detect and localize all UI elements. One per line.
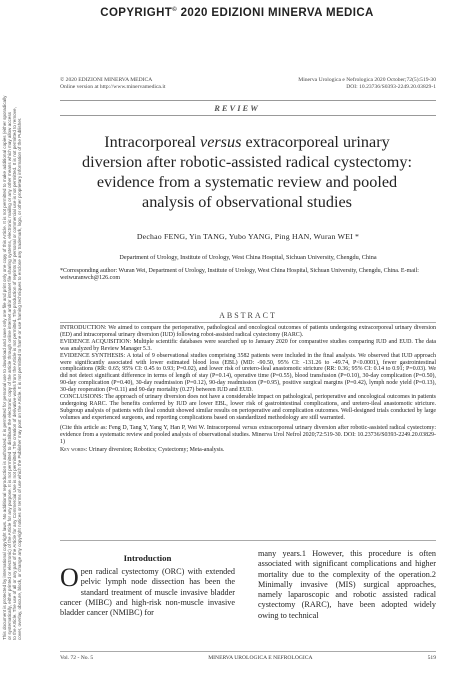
journal-meta-right — [262, 77, 436, 91]
copyright-label: COPYRIGHT — [100, 7, 173, 19]
drop-cap: O — [60, 563, 79, 592]
citation-line: Minerva Urologica e Nefrologica 2020 October;72(5):519-30 — [298, 77, 436, 83]
article-title — [80, 132, 414, 212]
footer-journal: MINERVA UROLOGICA E NEFROLOGICA — [208, 655, 313, 661]
page-footer — [60, 655, 436, 661]
keywords — [60, 447, 436, 454]
side-notice-line: cover, overlay, obscure, block, or change any copyright notices or terms of use which the Publisher may post on the Article. It is not permitted to frame or use framing techniques to enclose any trademark, logo, or other proprietary information of the Publisher. — [17, 117, 22, 640]
abstract-body — [60, 325, 436, 454]
intro-column-left — [60, 563, 235, 618]
abstract-rule — [60, 540, 436, 541]
side-notice-line: This document is protected by international copyright laws. No additional reproduction is authorized. It is permitted for personal use to download and save only one file and print only one copy of this Article. It is not permitted to make additional copies (either sporadically — [2, 95, 7, 640]
affiliation: Department of Urology, Institute of Urology, West China Hospital, Sichuan University, Chengdu, China — [119, 254, 377, 261]
abstract-conclusions: CONCLUSIONS: The approach of urinary diversion does not have a considerable impact on pathological, perioperative and oncological outcomes in patients undergoing RARC. The benefits conferred by IUD are lower EBL, lower risk of gastrointestinal complications, and uretero-ileal anastomotic stricture. Subgroup analysis of patients with ileal conduit showed similar results on perioperative and complication outcomes. Well-designed trials conducted by large volumes and experienced surgeons, and reporting complications based on standardized methodology are still warranted. — [60, 394, 436, 421]
copyright-tail: 2020 EDIZIONI MINERVA MEDICA — [180, 7, 374, 19]
header-rule — [60, 115, 436, 116]
abstract-heading: ABSTRACT — [219, 311, 277, 320]
cite-text: (Cite this article as: Feng D, Tang Y, Yang Y, Han P, Wei W. Intracorporeal — [60, 424, 243, 431]
copyright-banner — [0, 7, 474, 19]
abstract-rule — [60, 322, 436, 323]
section-label: REVIEW — [214, 103, 260, 113]
cite-italic: versus — [242, 424, 258, 431]
cite-text: extracorporeal urinary diversion after robotic-assisted radical cystectomy: evidence from a systematic review and pooled analysis of observational studies. Minerva Urol Nefrol 2020;72:519-30. DOI: 10.23736/S0393-2249.20.03829-1) — [60, 424, 436, 445]
intro-column-right: many years.1 However, this procedure is often associated with significant complications and higher mortality due to the complexity of the operation.2 Minimally invasive (MIS) surgical approaches, namely laparoscopic and robotic assisted radical cystectomy (RARC), have been adopted widely owing to technical — [258, 549, 436, 620]
footer-rule — [60, 651, 436, 652]
cite-as — [60, 425, 436, 446]
footer-volume: Vol. 72 - No. 5 — [60, 655, 94, 661]
header-rule — [60, 100, 436, 101]
page-number: 519 — [427, 655, 436, 661]
keywords-text: Urinary diversion; Robotics; Cystectomy; Meta-analysis. — [87, 447, 225, 454]
journal-meta-left — [60, 77, 230, 91]
side-notice-line: or systematically, either printed or electronic) of the Article for any purpose. It is not permitted to distribute the electronic copy of the article through online internet and/or intranet file sharing systems, electronic mailing or any other means which may allow access — [7, 112, 12, 640]
author-list: Dechao FENG, Yin TANG, Yubo YANG, Ping HAN, Wuran WEI * — [136, 232, 360, 241]
abstract-evidence-acquisition: EVIDENCE ACQUISITION: Multiple scientific databases were searched up to January 2020 for comparative studies comparing IUD and EUD. The data was analyzed by Review Manager 5.3. — [60, 338, 436, 352]
abstract-introduction: INTRODUCTION: We aimed to compare the perioperative, pathological and oncological outcomes of patients undergoing extracorporeal urinary diversion (ED) and intracorporeal urinary diversion (IUD) following robot-assisted radical cystectomy (RARC). — [60, 325, 436, 338]
copyright-symbol: © — [172, 7, 178, 14]
online-version-line: Online version at http://www.minervamedica.it — [60, 84, 166, 90]
abstract-evidence-synthesis: EVIDENCE SYNTHESIS: A total of 9 observational studies comprising 3582 patients were included in the final analysis. We observed that IUD approach were significantly associated with lower estimated blood loss (EBL) (MD: -90.50, 95% CI: -131.26 to -49.74, P<0.0001), fewer gastrointestinal complications (RR: 0.65; 95% CI: 0.45 to 0.93; P=0.02), and lower risk of uretero-ileal anastomotic stricture (RR: 0.36; 95% CI: 0.14 to 0.91; P=0.03). We did not detect significant difference in terms of length of stay (P=0.14), operative time (P=0.55), blood transfusion (P=0.10), 30-day complication (P=0.50), 90-day complication (P=0.40), 30-day readmission (P=0.12), 90-day readmission (P=0.95), positive surgical margins (P=0.42), lymph node yield (P=0.13), 30-day reoperation (P=0.11) and 90-day mortality (0.27) between IUD and EUD. — [60, 352, 436, 394]
intro-heading: Introduction — [123, 553, 172, 563]
intro-text: pen radical cystectomy (ORC) with extended pelvic lymph node dissection has been the standard treatment of muscle invasive bladder cancer (MIBC) and high-risk non-muscle invasive bladder cancer (NMIBC) for — [60, 567, 235, 618]
side-copyright-notice — [2, 40, 22, 640]
publisher-line: © 2020 EDIZIONI MINERVA MEDICA — [60, 77, 153, 83]
side-notice-line: to the Article. The use of all or any part of the Article for any Commercial Use is not permitted. The creation of derivative works from the Article is not permitted. The production of reprints for personal or commercial use is not permitted. It is not permitted to remove, — [12, 107, 17, 640]
keywords-label: Key words: — [60, 447, 88, 454]
corresponding-author: *Corresponding author: Wuran Wei, Department of Urology, Institute of Urology, West China Hospital, Sichuan University, Chengdu, China. E-mail: weiwuranwch@126.com — [60, 268, 419, 282]
title-italic: versus — [200, 133, 242, 151]
title-text: Intracorporeal — [104, 133, 201, 151]
doi-line: DOI: 10.23736/S0393-2249.20.03829-1 — [346, 84, 436, 90]
title-text: extracorporeal urinary diversion after robotic-assisted radical cystectomy: evidence from a systematic review and pooled analysis of observational studies — [82, 133, 412, 211]
